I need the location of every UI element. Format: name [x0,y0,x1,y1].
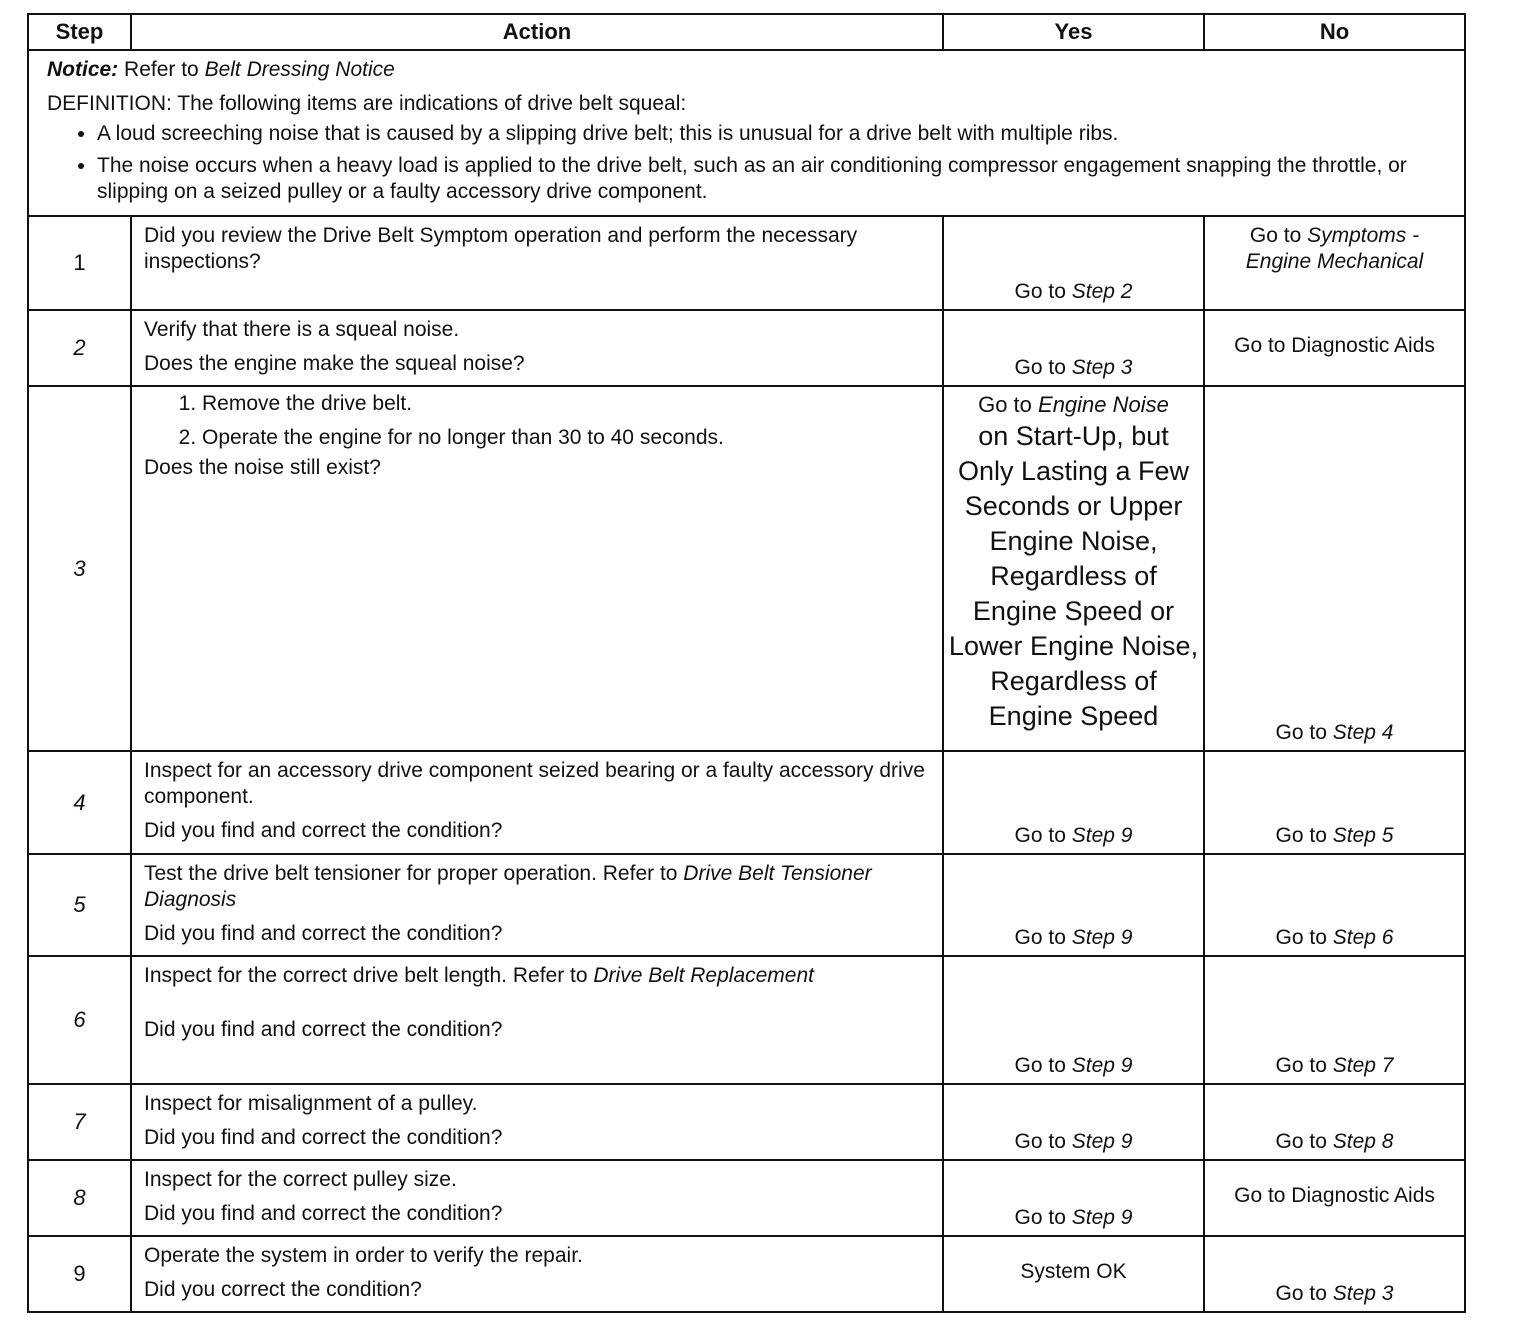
yes-cell [943,1160,1204,1236]
yes-cell [943,386,1204,751]
action-text [144,861,930,913]
action-text: 2. Operate the engine for no longer than 30 to 40 seconds. [202,425,930,451]
action-cell [131,310,943,386]
table-row [28,1160,1465,1236]
cell-text: Go to [978,392,1039,417]
header-row [28,14,1465,50]
action-text: Did you find and correct the condition? [144,819,503,842]
action-text: Inspect for an accessory drive component seized bearing or a faulty accessory drive component. [144,759,925,808]
action-text: Verify that there is a squeal noise. [144,318,460,341]
cell-text: Go to [1275,1054,1333,1077]
no-cell [1204,386,1465,751]
action-text: Did you find and correct the condition? [144,922,503,945]
cell-text [948,391,1199,419]
notice-link: Belt Dressing Notice [204,58,395,81]
no-cell [1204,956,1465,1084]
action-text: Does the noise still exist? [144,456,381,479]
table-row [28,216,1465,310]
cell-text: Go to [1014,1206,1072,1229]
no-cell [1204,1084,1465,1160]
step-number: 1 [28,216,131,310]
reference-link: Step 9 [1071,926,1133,949]
cell-text: Go to [1014,824,1072,847]
cell-text: Go to [1014,1054,1072,1077]
no-cell: Go to Diagnostic Aids [1204,1160,1465,1236]
cell-text: Go to [1275,1130,1333,1153]
notice-line: Notice: Refer to Belt Dressing Notice [47,58,395,81]
reference-link: Symptoms - Engine Mechanical [1245,224,1424,273]
header-step: Step [28,14,131,50]
action-text [144,963,930,989]
cell-text: Go to [1014,926,1072,949]
cell-text: Refer to [118,58,205,81]
reference-link: Step 5 [1332,824,1394,847]
action-cell [131,956,943,1084]
notice-row [28,50,1465,216]
action-text: Did you review the Drive Belt Symptom operation and perform the necessary inspections? [144,224,858,273]
yes-cell [943,310,1204,386]
no-cell [1204,1236,1465,1312]
yes-cell [943,956,1204,1084]
reference-link: Step 2 [1071,280,1133,303]
yes-cell: System OK [943,1236,1204,1312]
definition: DEFINITION: The following items are indications of drive belt squeal: [47,92,687,115]
action-text: Inspect for misalignment of a pulley. [144,1092,478,1115]
definition-list [47,121,1450,205]
action-text: Did you find and correct the condition? [144,1202,503,1225]
action-cell [131,751,943,854]
reference-link: Step 7 [1332,1054,1394,1077]
reference-link: Drive Belt Tensioner Diagnosis [144,862,872,911]
action-cell [131,854,943,956]
step-number: 2 [28,310,131,386]
step-number: 4 [28,751,131,854]
step-number: 9 [28,1236,131,1312]
step-number: 7 [28,1084,131,1160]
no-cell [1204,854,1465,956]
cell-text: on Start-Up, but Only Lasting a Few Seconds or Upper Engine Noise, Regardless of Engine Speed or Lower Engine Noise, Regardless of Engine Speed [948,421,1199,731]
cell-text: Go to [1275,1282,1333,1305]
cell-text: Go to [1249,224,1308,247]
cell-text: Inspect for the correct drive belt length. Refer to [144,964,594,987]
reference-link: Step 9 [1071,1054,1133,1077]
header-no: No [1204,14,1465,50]
cell-text: Go to [1275,721,1333,744]
action-text: Inspect for the correct pulley size. [144,1168,457,1191]
cell-text: Go to [1014,356,1072,379]
reference-link: Step 6 [1332,926,1394,949]
step-number: 8 [28,1160,131,1236]
table-row [28,310,1465,386]
table-row [28,1236,1465,1312]
definition-item: • The noise occurs when a heavy load is applied to the drive belt, such as an air conditioning compressor engagement snapping the throttle, or slipping on a seized pulley or a faulty accessory drive component. [97,153,1450,205]
action-cell [131,216,943,310]
yes-cell [943,1084,1204,1160]
reference-link: Engine Noise [1038,392,1169,417]
action-text: Does the engine make the squeal noise? [144,352,525,375]
yes-cell [943,216,1204,310]
cell-text: Go to [1014,280,1072,303]
yes-cell [943,751,1204,854]
action-cell [131,1236,943,1312]
cell-text: Test the drive belt tensioner for proper operation. Refer to [144,862,684,885]
table-row [28,1084,1465,1160]
no-cell [1204,216,1465,310]
definition-item: • A loud screeching noise that is caused by a slipping drive belt; this is unusual for a drive belt with multiple ribs. [97,121,1450,147]
action-cell [131,1160,943,1236]
reference-link: Step 8 [1332,1130,1394,1153]
reference-link: Drive Belt Replacement [593,964,814,987]
cell-text: Go to [1014,1130,1072,1153]
reference-link: Step 4 [1332,721,1394,744]
header-yes: Yes [943,14,1204,50]
action-text: Did you find and correct the condition? [144,1126,503,1149]
step-number: 6 [28,956,131,1084]
reference-link: Step 9 [1071,824,1133,847]
cell-text: Go to [1275,926,1333,949]
action-text: 1. Remove the drive belt. [202,391,930,417]
action-cell [131,1084,943,1160]
cell-text: Go to [1275,824,1333,847]
reference-link: Step 9 [1071,1130,1133,1153]
table-row [28,956,1465,1084]
no-cell [1204,751,1465,854]
table-row [28,854,1465,956]
table-row [28,751,1465,854]
yes-cell [943,854,1204,956]
reference-link: Step 3 [1332,1282,1394,1305]
header-action: Action [131,14,943,50]
action-cell [131,386,943,751]
diagnostic-table [27,13,1466,1313]
no-cell: Go to Diagnostic Aids [1204,310,1465,386]
action-text: Operate the system in order to verify the repair. [144,1244,583,1267]
action-steps [144,391,930,451]
action-text: Did you correct the condition? [144,1278,422,1301]
reference-link: Step 9 [1071,1206,1133,1229]
step-number: 5 [28,854,131,956]
action-text: Did you find and correct the condition? [144,1018,503,1041]
reference-link: Step 3 [1071,356,1133,379]
step-number: 3 [28,386,131,751]
table-row [28,386,1465,751]
